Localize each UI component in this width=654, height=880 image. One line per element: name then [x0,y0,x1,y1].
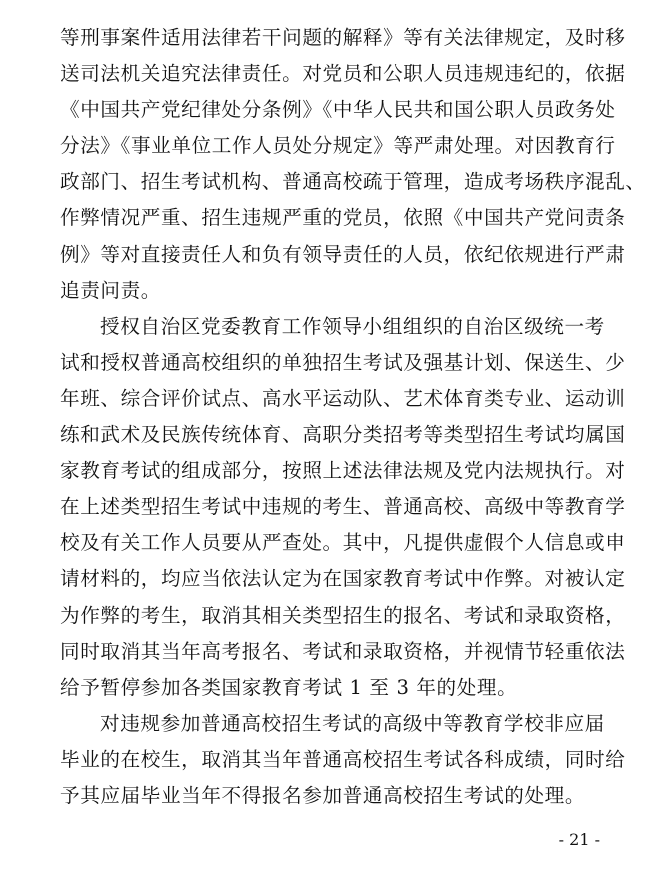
text-line: 《中国共产党纪律处分条例》《中华人民共和国公职人员政务处 [60,98,616,122]
text-line: 同时取消其当年高考报名、考试和录取资格，并视情节轻重依法 [60,639,626,663]
text-line: 请材料的，均应当依法认定为在国家教育考试中作弊。对被认定 [60,567,626,591]
paragraph [60,706,626,814]
text-line: 追责问责。 [60,278,161,302]
text-line: 校及有关工作人员要从严查处。其中，凡提供虚假个人信息或申 [60,531,626,555]
text-line: 分法》《事业单位工作人员处分规定》等严肃处理。对因教育行 [60,134,616,158]
text-line: 政部门、招生考试机构、普通高校疏于管理，造成考场秩序混乱、 [60,170,646,194]
page-number: - 21 - [558,830,600,849]
text-line: 对违规参加普通高校招生考试的高级中等教育学校非应届 [100,711,605,735]
paragraph [60,309,626,706]
document-body [60,20,646,814]
text-line: 年班、综合评价试点、高水平运动队、艺术体育类专业、运动训 [60,386,626,410]
text-line: 作弊情况严重、招生违规严重的党员，依照《中国共产党问责条 [60,206,626,230]
text-line: 家教育考试的组成部分，按照上述法律法规及党内法规执行。对 [60,459,626,483]
paragraph [60,20,646,309]
text-line: 毕业的在校生，取消其当年普通高校招生考试各科成绩，同时给 [60,747,626,771]
text-line: 在上述类型招生考试中违规的考生、普通高校、高级中等教育学 [60,495,626,519]
text-line: 送司法机关追究法律责任。对党员和公职人员违规违纪的，依据 [60,62,626,86]
text-line: 等刑事案件适用法律若干问题的解释》等有关法律规定，及时移 [60,26,626,49]
text-line: 予其应届毕业当年不得报名参加普通高校招生考试的处理。 [60,783,586,807]
text-line: 给予暂停参加各类国家教育考试 1 至 3 年的处理。 [60,675,518,699]
text-line: 授权自治区党委教育工作领导小组组织的自治区级统一考 [100,314,605,338]
text-line: 例》等对直接责任人和负有领导责任的人员，依纪依规进行严肃 [60,242,626,266]
text-line: 试和授权普通高校组织的单独招生考试及强基计划、保送生、少 [60,350,626,374]
text-line: 练和武术及民族传统体育、高职分类招考等类型招生考试均属国 [60,423,626,447]
text-line: 为作弊的考生，取消其相关类型招生的报名、考试和录取资格， [60,603,626,627]
